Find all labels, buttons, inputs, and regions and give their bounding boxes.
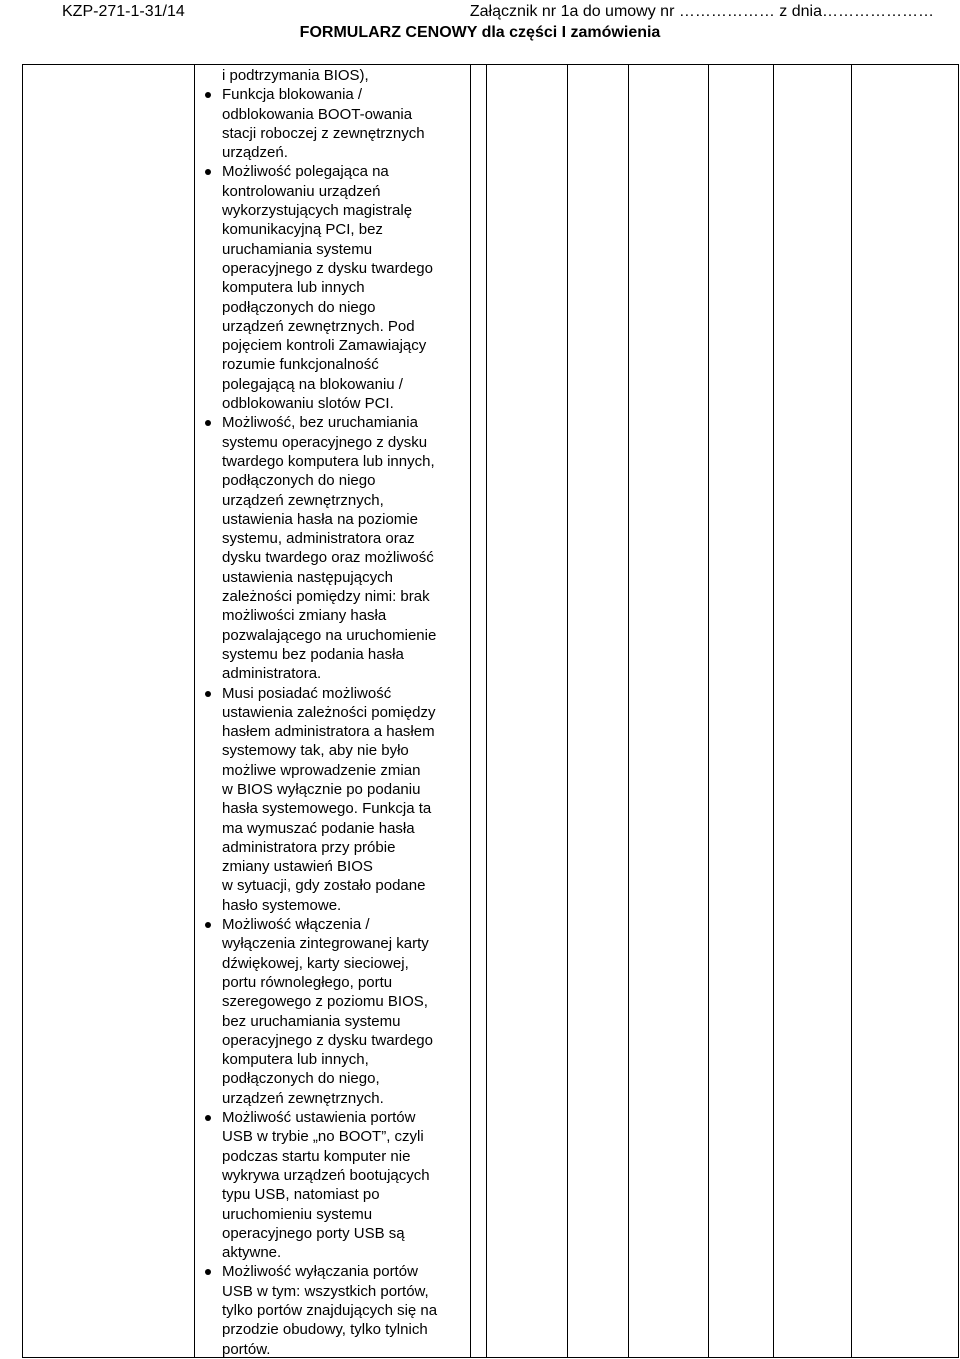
form-title-text: FORMULARZ CENOWY dla części I zamówienia xyxy=(299,24,661,41)
column-divider xyxy=(708,64,709,1358)
bullet-icon xyxy=(205,1115,211,1121)
column-divider xyxy=(470,64,471,1358)
column-divider xyxy=(567,64,568,1358)
list-item xyxy=(196,684,468,916)
column-divider xyxy=(773,64,774,1358)
list-item xyxy=(196,915,468,1108)
bullet-icon xyxy=(205,922,211,928)
document-reference: KZP-271-1-31/14 xyxy=(62,3,185,20)
bullet-icon xyxy=(205,169,211,175)
bullet-icon xyxy=(205,691,211,697)
list-item xyxy=(196,413,468,683)
requirements-list xyxy=(196,85,468,1359)
list-item-text: Musi posiadać możliwość ustawienia zależności pomiędzy hasłem administratora a hasłem systemowy tak, aby nie było możliwe wprowadzenie zmian w BIOS wyłącznie po podaniu hasła systemowego. Funkcja ta ma wymuszać podanie hasła administratora przy próbie zmiany ustawień BIOS w sytuacji, gdy zostało podane hasło systemowe. xyxy=(222,684,436,914)
table-top-border xyxy=(22,64,958,65)
list-item-text: Funkcja blokowania / odblokowania BOOT-owania stacji roboczej z zewnętrznych urządzeń. xyxy=(222,86,425,162)
column-divider xyxy=(486,64,487,1358)
continuation-text: i podtrzymania BIOS), xyxy=(222,67,369,84)
column-divider xyxy=(628,64,629,1358)
attachment-note: Załącznik nr 1a do umowy nr ……………… z dnia………………… xyxy=(469,3,934,20)
bullet-icon xyxy=(205,420,211,426)
specification-cell xyxy=(196,66,468,1359)
column-divider xyxy=(194,64,195,1358)
list-item-text: Możliwość włączenia / wyłączenia zintegrowanej karty dźwiękowej, karty sieciowej, portu równoległego, portu szeregowego z poziomu BIOS, bez uruchamiania systemu operacyjnego z dysku twardego komputera lub innych, podłączonych do niego, urządzeń zewnętrznych. xyxy=(222,916,433,1107)
form-title xyxy=(0,23,960,43)
list-item xyxy=(196,1108,468,1262)
list-item xyxy=(196,1262,468,1358)
column-divider xyxy=(958,64,959,1358)
list-item xyxy=(196,162,468,413)
bullet-icon xyxy=(205,1269,211,1275)
column-divider xyxy=(851,64,852,1358)
list-item-text: Możliwość polegająca na kontrolowaniu urządzeń wykorzystujących magistralę komunikacyjną PCI, bez uruchamiania systemu operacyjnego z dysku twardego komputera lub innych podłączonych do niego urządzeń zewnętrznych. Pod pojęciem kontroli Zamawiający rozumie funkcjonalność polegającą na blokowaniu / odblokowaniu slotów PCI. xyxy=(222,163,433,413)
list-item xyxy=(196,85,468,162)
list-item-text: Możliwość, bez uruchamiania systemu operacyjnego z dysku twardego komputera lub innych, podłączonych do niego urządzeń zewnętrznych, ustawienia hasła na poziomie systemu, administratora oraz dysku twardego oraz możliwość ustawienia następujących zależności pomiędzy nimi: brak możliwości zmiany hasła pozwalającego na uruchomienie systemu bez podania hasła administratora. xyxy=(222,414,437,683)
list-item-text: Możliwość ustawienia portów USB w trybie „no BOOT”, czyli podczas startu komputer nie wykrywa urządzeń bootujących typu USB, natomiast po uruchomieniu systemu operacyjnego porty USB są aktywne. xyxy=(222,1109,430,1262)
list-item-text: Możliwość wyłączania portów USB w tym: wszystkich portów, tylko portów znajdujących się na przodzie obudowy, tylko tylnich portów. xyxy=(222,1263,438,1358)
column-divider xyxy=(22,64,23,1358)
bullet-icon xyxy=(205,92,211,98)
